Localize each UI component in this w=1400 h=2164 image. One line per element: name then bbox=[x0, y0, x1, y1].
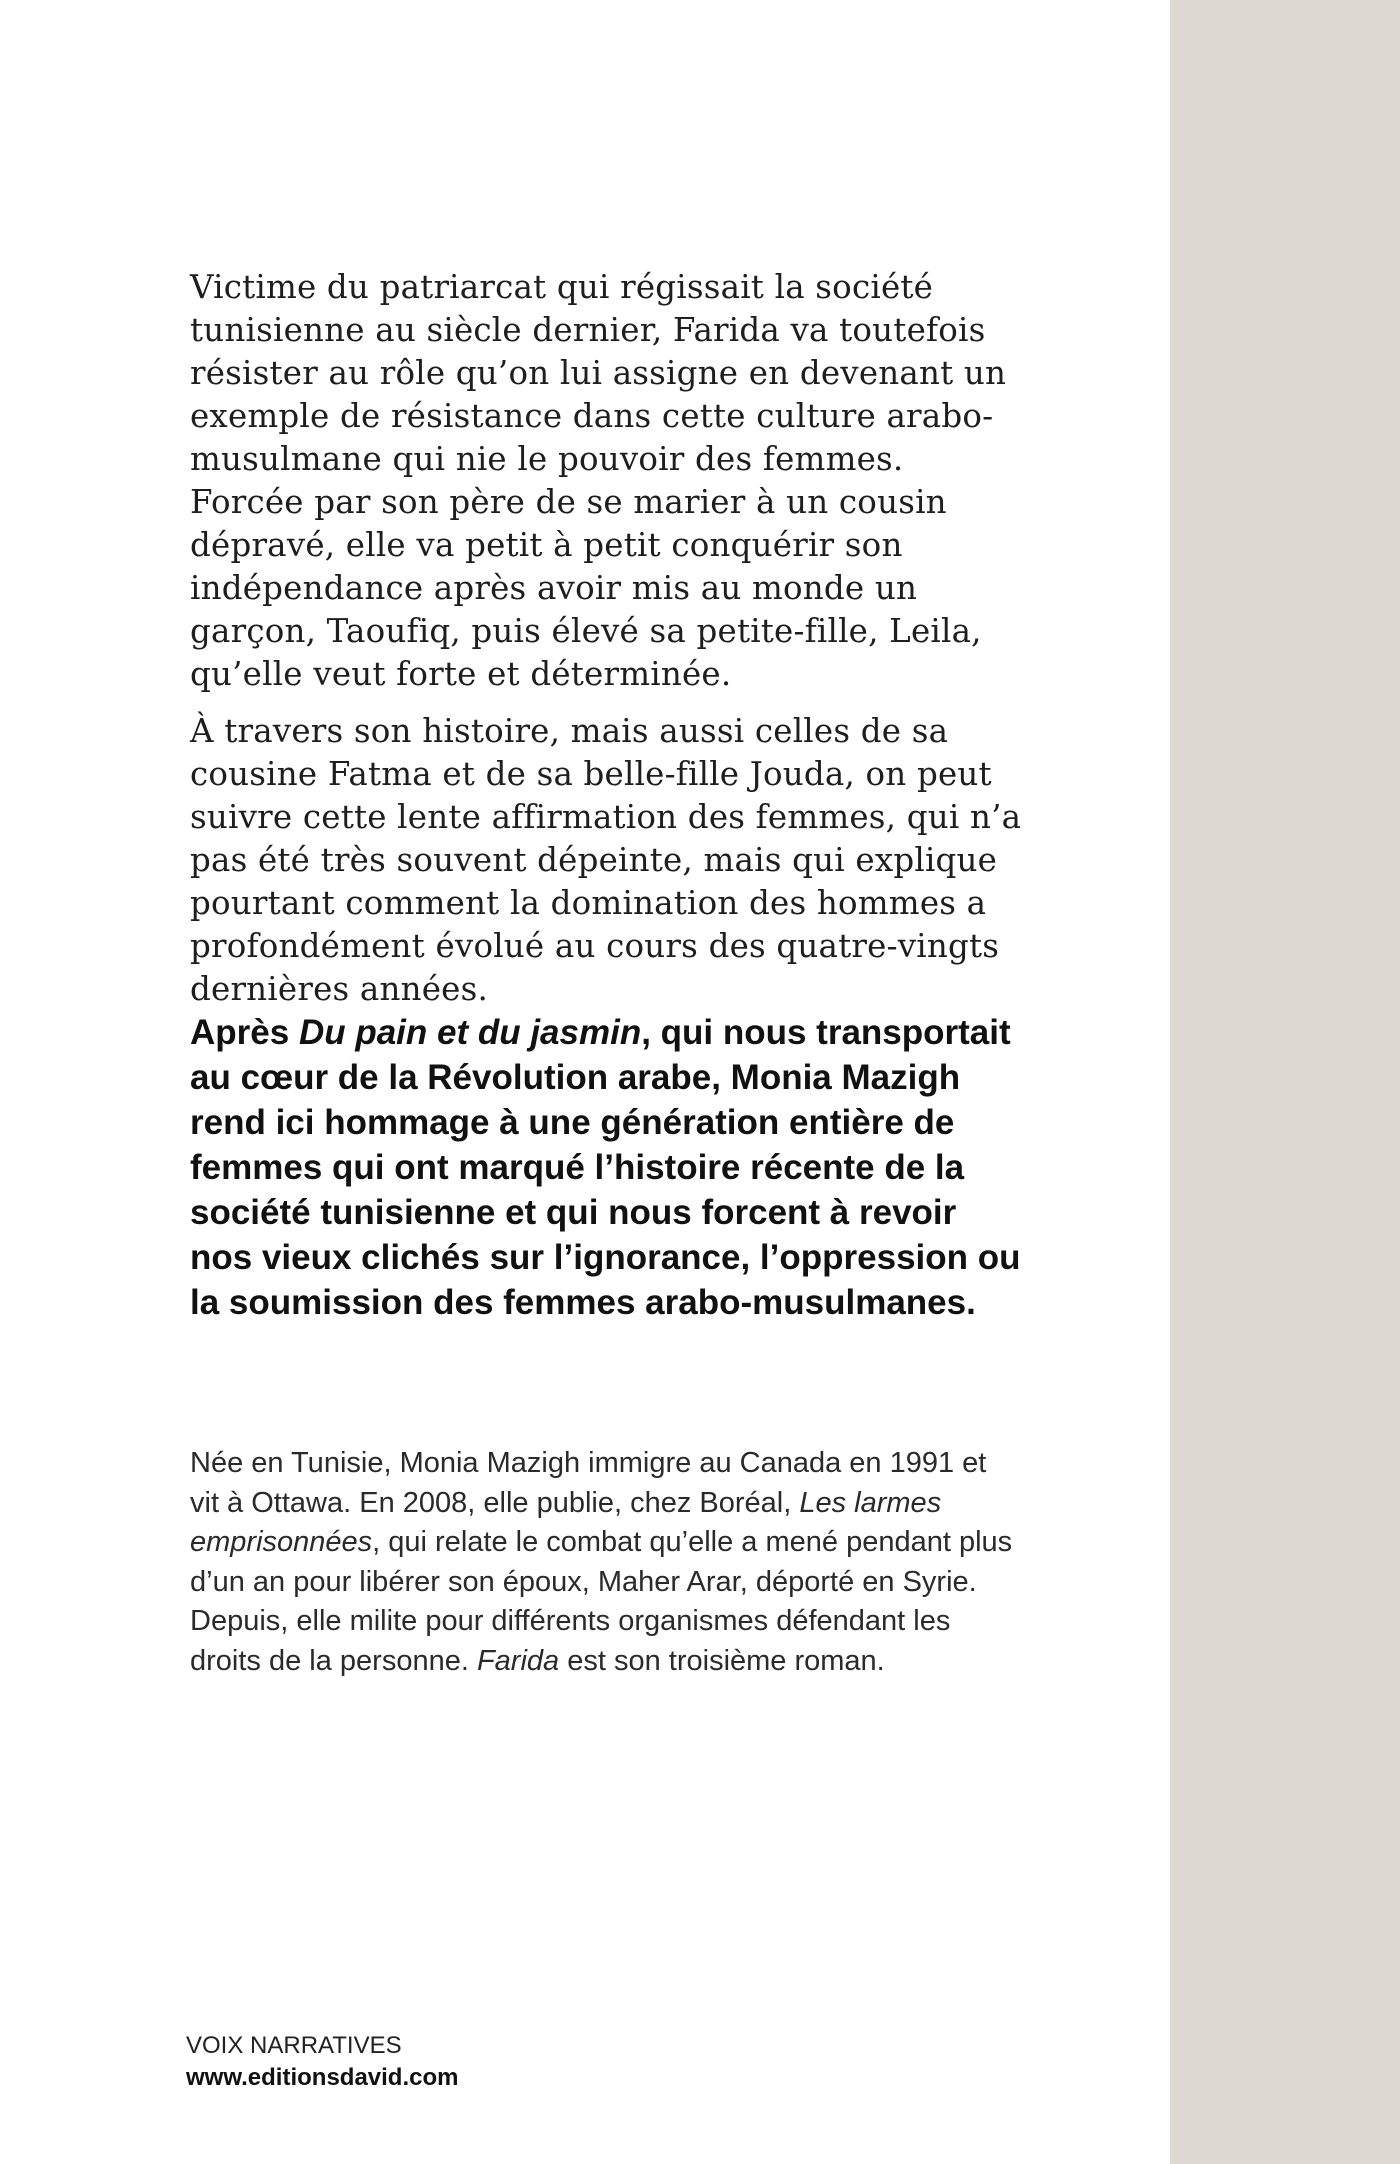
bio-paragraph bbox=[190, 1444, 1020, 1681]
bio-part-3: est son troisième roman. bbox=[559, 1644, 885, 1677]
collection-name: VOIX NARRATIVES bbox=[186, 2032, 402, 2059]
bio-part-1: Née en Tunisie, Monia Mazigh immigre au Canada en 1991 et vit à Ottawa. En 2008, elle publie, chez Boréal, bbox=[190, 1447, 987, 1519]
tribute-book-title: Du pain et du jasmin bbox=[298, 1013, 642, 1052]
author-tribute bbox=[190, 1010, 1025, 1325]
tribute-lead: Après bbox=[190, 1013, 299, 1052]
author-bio bbox=[190, 1444, 1020, 1681]
tribute-rest: , qui nous transportait au cœur de la Révolution arabe, Monia Mazigh rend ici hommage à une génération entière de femmes qui ont marqué l’histoire récente de la société tunisienne et qui nous forcent à revoir nos vieux clichés sur l’ignorance, l’oppression ou la soumission des femmes arabo-musulmanes. bbox=[190, 1013, 1021, 1322]
bio-book-title-2: Farida bbox=[476, 1644, 560, 1677]
synopsis bbox=[190, 266, 1025, 1011]
bio-book-title-1: Les larmes emprisonnées bbox=[190, 1486, 942, 1558]
side-color-band bbox=[1170, 0, 1400, 2164]
publisher-website: www.editionsdavid.com bbox=[186, 2064, 459, 2091]
synopsis-paragraph-2: À travers son histoire, mais aussi celles de sa cousine Fatma et de sa belle-fille Jouda, on peut suivre cette lente affirmation des femmes, qui n’a pas été très souvent dépeinte, mais qui explique pourtant comment la domination des hommes a profondément évolué au cours des quatre-vingts dernières années. bbox=[190, 712, 1022, 1008]
synopsis-paragraph-1: Victime du patriarcat qui régissait la société tunisienne au siècle dernier, Farida va toutefois résister au rôle qu’on lui assigne en devenant un exemple de résistance dans cette culture arabo-musulmane qui nie le pouvoir des femmes. Forcée par son père de se marier à un cousin dépravé, elle va petit à petit conquérir son indépendance après avoir mis au monde un garçon, Taoufiq, puis élevé sa petite-fille, Leila, qu’elle veut forte et déterminée. bbox=[190, 268, 1007, 693]
bio-part-2: , qui relate le combat qu’elle a mené pendant plus d’un an pour libérer son époux, Maher Arar, déporté en Syrie. Depuis, elle milite pour différents organismes défendant les droits de la personne. bbox=[190, 1526, 1013, 1677]
tribute-paragraph bbox=[190, 1010, 1025, 1325]
